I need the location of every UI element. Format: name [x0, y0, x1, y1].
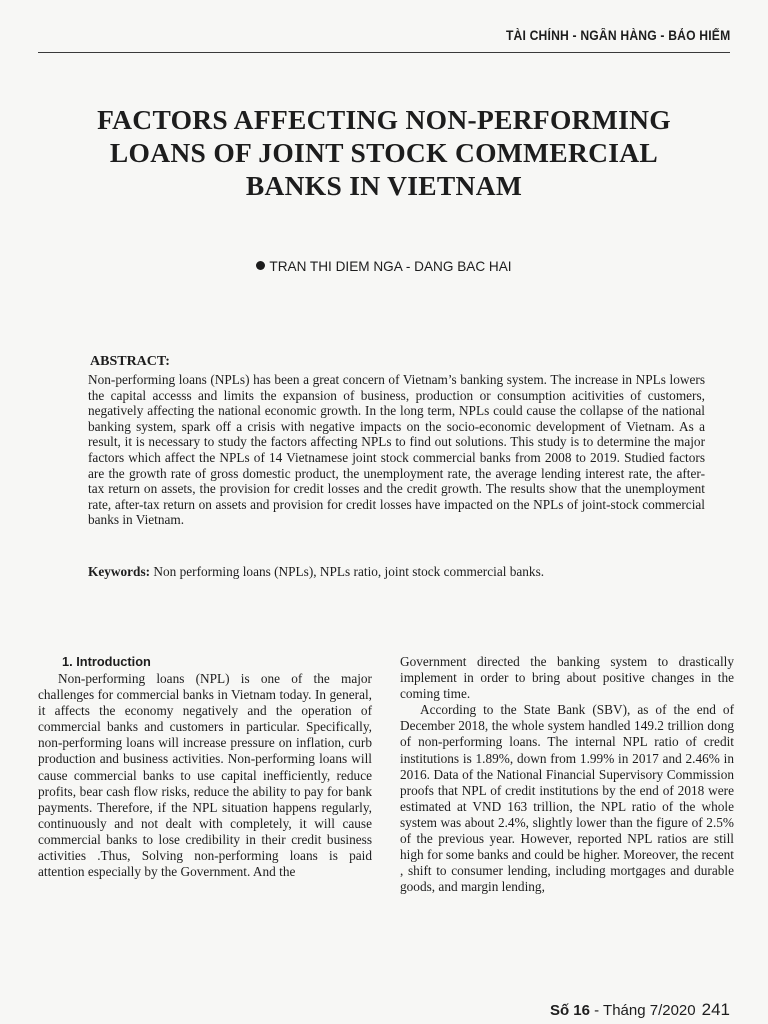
journal-section-label: TÀI CHÍNH - NGÂN HÀNG - BẢO HIỂM — [505, 28, 730, 43]
keywords-text: Non performing loans (NPLs), NPLs ratio, joint stock commercial banks. — [150, 564, 545, 579]
abstract-text: Non-performing loans (NPLs) has been a great concern of Vietnam’s banking system. The increase in NPLs lowers the capital accesss and limits the expansion of business, production or consumption acitivities of customers, negatively affecting the national economic growth. In the long term, NPLs could cause the collapse of the national banking system, spark off a crisis with negative impacts on the socio-economic development of Vietnam. As a result, it is necessary to study the factors affecting NPLs to find out solutions. This study is to determine the major factors which affect the NPLs of 14 Vietnamese joint stock commercial banks from 2008 to 2019. Studied factors are the growth rate of gross domestic product, the unemployment rate, the average lending interest rate, the after-tax return on assets, the provision for credit losses and the credit growth. The results show that the unemployment rate, after-tax return on assets and provision for credit losses have impacted on the NPLs of joint-stock commercial banks in Vietnam. — [88, 372, 705, 528]
title-line-3: BANKS IN VIETNAM — [245, 170, 523, 201]
title-line-2: LOANS OF JOINT STOCK COMMERCIAL — [109, 137, 659, 168]
article-title — [40, 103, 728, 202]
issue-date: - Tháng 7/2020 — [589, 1002, 696, 1019]
title-line-1: FACTORS AFFECTING NON-PERFORMING — [97, 104, 671, 135]
body-column-right — [400, 654, 734, 895]
keywords — [88, 564, 705, 580]
keywords-label: Keywords: — [88, 564, 151, 579]
body-paragraph: According to the State Bank (SBV), as of the end of December 2018, the whole system handled 149.2 trillion dong of non-performing loans. The internal NPL ratio of credit institutions is 1.89%, down from 1.99% in 2017 and 2.46% in 2016. Data of the National Financial Supervisory Commission proofs that NPL of credit institutions by the end of 2018 were estimated at VND 163 trillion, the NPL ratio of the whole system was about 2.4%, slightly lower than the figure of 2.5% of the previous year. However, reported NPL ratios are still high for some banks and could be higher. Moreover, the recent , shift to consumer lending, including mortgages and durable goods, and margin lending, — [400, 702, 734, 895]
authors: TRAN THI DIEM NGA - DANG BAC HAI — [269, 259, 512, 274]
page-number: 241 — [701, 1000, 730, 1019]
abstract-body — [88, 372, 705, 528]
author-line — [0, 259, 768, 274]
bullet-icon — [256, 261, 265, 270]
page-footer — [550, 1000, 730, 1020]
abstract-heading: ABSTRACT: — [90, 354, 170, 369]
section-heading-introduction: 1. Introduction — [62, 654, 151, 669]
issue-number: Số 16 — [549, 1002, 590, 1019]
body-paragraph: Non-performing loans (NPL) is one of the major challenges for commercial banks in Vietnam today. In general, it affects the economy negatively and the operation of commercial banks and customers in particular. Specifically, non-performing loans will increase pressure on inflation, curb production and business activities. Non-performing loans will cause commercial banks to use capital inefficiently, reduce profits, bear cash flow risks, reduce the ability to pay for bank payments. Therefore, if the NPL situation happens regularly, continuously and not dealt with completely, it will cause commercial banks to lose credibility in their credit business activities .Thus, Solving non-performing loans is paid attention especially by the Government. And the — [38, 671, 372, 880]
body-column-left — [38, 654, 372, 880]
body-paragraph-continued: Government directed the banking system to drastically implement in order to bring about positive changes in the coming time. — [400, 654, 734, 702]
header-rule — [38, 52, 730, 53]
